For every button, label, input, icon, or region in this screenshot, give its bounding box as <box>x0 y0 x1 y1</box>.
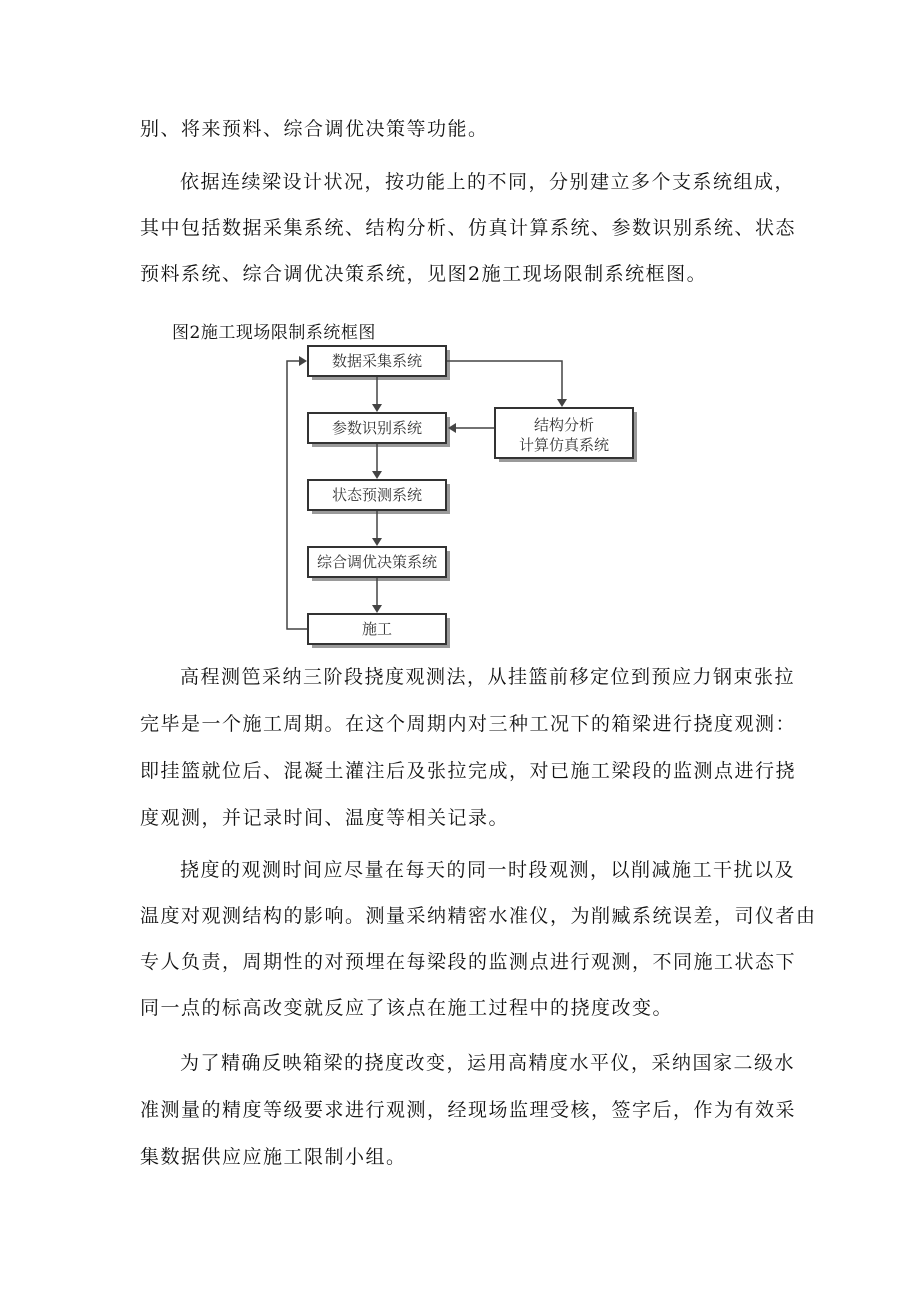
box-data-collection-label: 数据采集系统 <box>331 352 423 370</box>
arrow-collect-to-structural <box>447 361 562 400</box>
box-structural-analysis-label-2: 计算仿真系统 <box>518 436 610 454</box>
arrow-feedback-loop <box>287 361 307 629</box>
box-construction-label: 施工 <box>361 620 393 638</box>
text-line: 集数据供应应施工限制小组。 <box>140 1146 407 1168</box>
text-line: 预料系统、综合调优决策系统，见图2施工现场限制系统框图。 <box>140 263 708 285</box>
text-line: 完毕是一个施工周期。在这个周期内对三种工况下的箱梁进行挠度观测： <box>140 713 797 735</box>
box-param-identification-label: 参数识别系统 <box>331 419 423 437</box>
text-line: 专人负责，周期性的对预埋在每梁段的监测点进行观测，不同施工状态下 <box>140 951 797 973</box>
text-line: 度观测，并记录时间、温度等相关记录。 <box>140 807 510 829</box>
text-line: 为了精确反映箱梁的挠度改变，运用高精度水平仪，采纳国家二级水 <box>180 1052 796 1074</box>
box-structural-analysis-label-1: 结构分析 <box>533 416 595 434</box>
figure-caption: 图2施工现场限制系统框图 <box>172 323 376 343</box>
text-line: 即挂篮就位后、混凝土灌注后及张拉完成，对已施工梁段的监测点进行挠 <box>140 760 797 782</box>
text-line: 高程测笆采纳三阶段挠度观测法，从挂篮前移定位到预应力钢束张拉 <box>180 666 796 688</box>
text-line: 别、将来预料、综合调优决策等功能。 <box>140 118 489 140</box>
text-line: 挠度的观测时间应尽量在每天的同一时段观测，以削减施工干扰以及 <box>180 859 796 881</box>
text-line: 依据连续梁设计状况，按功能上的不同，分别建立多个支系统组成， <box>180 171 796 193</box>
text-line: 同一点的标高改变就反应了该点在施工过程中的挠度改变。 <box>140 997 674 1019</box>
box-state-prediction-label: 状态预测系统 <box>331 486 423 504</box>
text-line: 其中包括数据采集系统、结构分析、仿真计算系统、参数识别系统、状态 <box>140 217 797 239</box>
box-decision-label: 综合调优决策系统 <box>316 553 438 571</box>
text-line: 温度对观测结构的影响。测量采纳精密水准仪，为削臧系统误差，司仪者由 <box>140 905 817 927</box>
text-line: 准测量的精度等级要求进行观测，经现场监理受核，签字后，作为有效采 <box>140 1099 797 1121</box>
